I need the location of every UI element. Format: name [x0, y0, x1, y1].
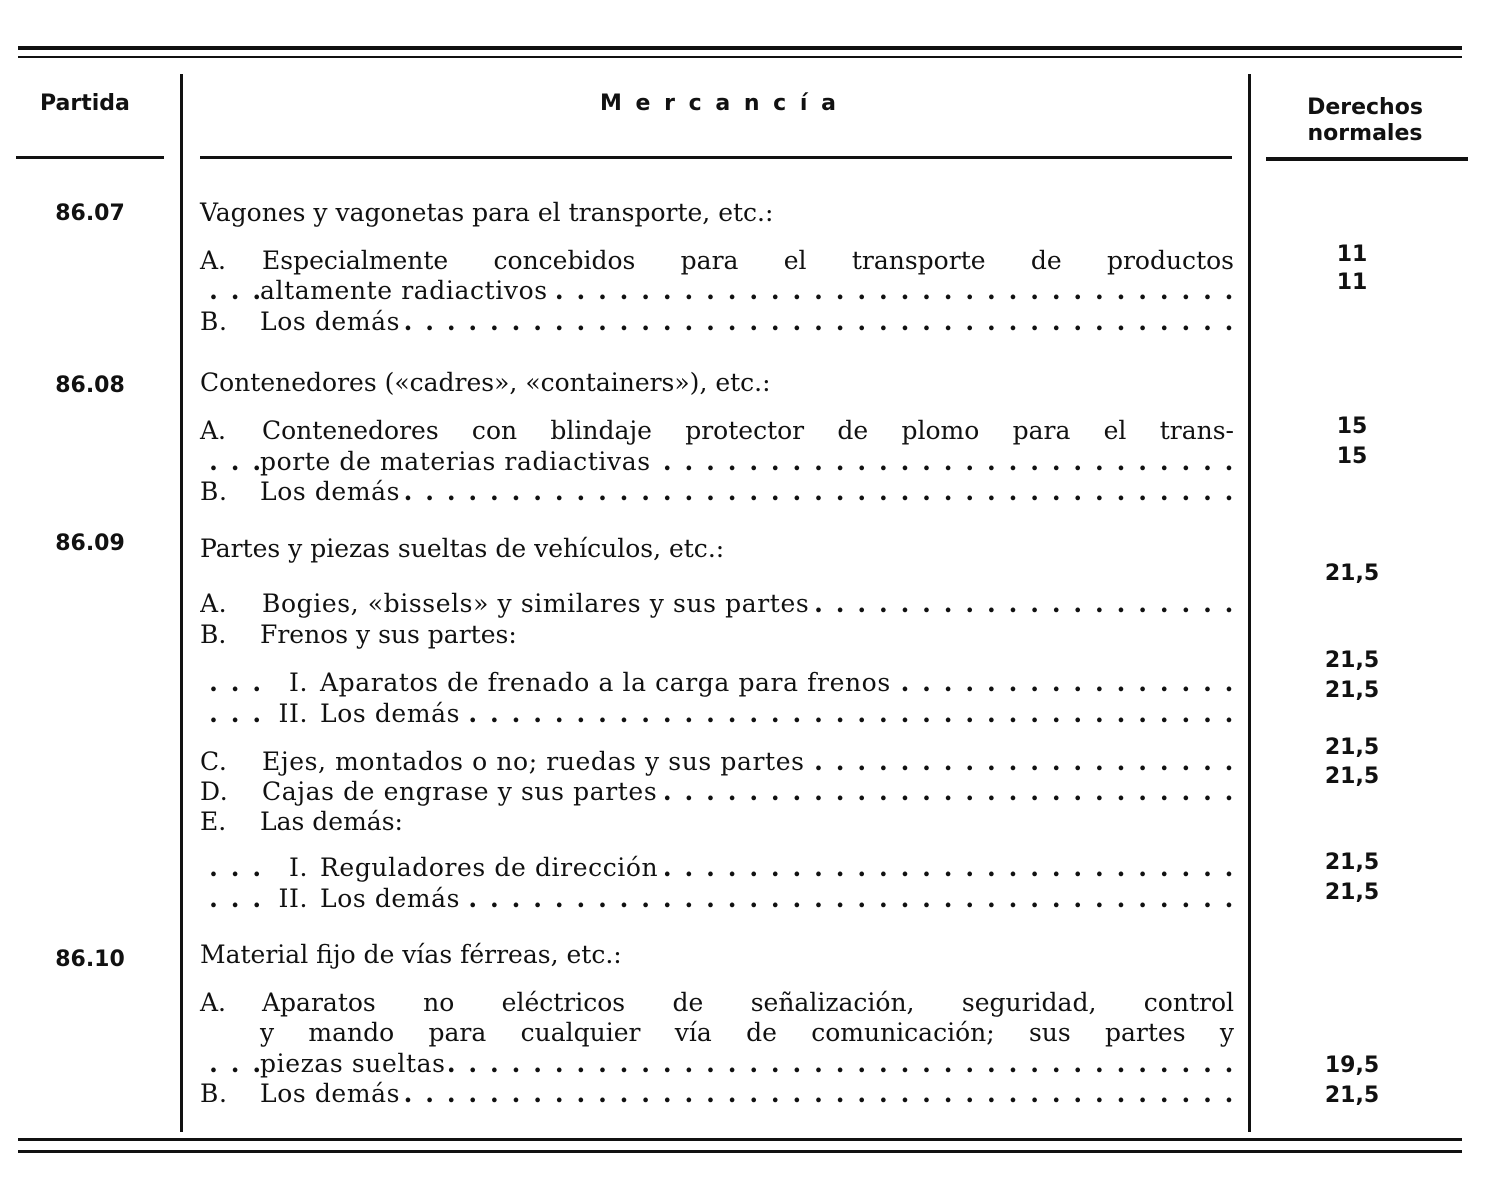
- item-86-09-d: [200, 777, 1234, 807]
- rate-86-10-a: 19,5: [1324, 1053, 1380, 1078]
- item-text: Los demás: [260, 307, 401, 336]
- rate-86-09-a: 21,5: [1324, 561, 1380, 586]
- item-numeral: II.: [278, 699, 308, 728]
- item-86-09-b: [200, 620, 517, 650]
- item-letter: A.: [200, 246, 227, 275]
- header-underline-mercancia: [200, 156, 1232, 159]
- partida-86-10: 86.10: [55, 947, 125, 972]
- rate-86-09-c: 21,5: [1324, 735, 1380, 760]
- heading-86-08: Contenedores («cadres», «containers»), etc.:: [200, 368, 771, 397]
- item-86-09-e: [200, 807, 403, 837]
- rate-86-08-a: 15: [1336, 414, 1368, 439]
- heading-86-07: Vagones y vagonetas para el transporte, etc.:: [200, 198, 774, 227]
- top-double-rule: [18, 46, 1462, 58]
- item-text: Los demás: [260, 1079, 401, 1108]
- item-86-07-b: [200, 307, 1234, 337]
- column-divider-right: [1248, 74, 1251, 1132]
- item-text: Ejes, montados o no; ruedas y sus partes: [262, 747, 805, 776]
- item-text: Frenos y sus partes:: [260, 620, 517, 649]
- item-text: piezas sueltas: [260, 1049, 446, 1078]
- item-letter: A.: [200, 988, 227, 1017]
- partida-86-09: 86.09: [55, 531, 125, 556]
- rate-86-09-e-ii: 21,5: [1324, 880, 1380, 905]
- item-86-09-e-ii: [200, 884, 1234, 914]
- item-text: Las demás:: [260, 807, 403, 836]
- rate-86-07-a: 11: [1336, 242, 1368, 267]
- item-86-10-a-line1: [200, 988, 1234, 1018]
- header-derechos-line2: normales: [1307, 121, 1423, 146]
- item-text: Especialmente concebidos para el transporte de productos: [262, 246, 1234, 275]
- item-text: Aparatos de frenado a la carga para frenos: [320, 668, 891, 697]
- item-numeral: II.: [278, 884, 308, 913]
- item-86-10-a-line3: [200, 1049, 1234, 1079]
- item-text: Los demás: [320, 884, 461, 913]
- item-text: Los demás: [260, 477, 401, 506]
- rate-86-10-b: 21,5: [1324, 1083, 1380, 1108]
- rate-86-07-b: 11: [1336, 270, 1368, 295]
- header-underline-derechos: [1266, 157, 1468, 161]
- item-86-09-b-ii: [200, 699, 1234, 729]
- item-86-07-a-line2: [200, 276, 1234, 306]
- item-86-09-b-i: [200, 668, 1234, 698]
- header-derechos-line1: Derechos: [1307, 95, 1423, 120]
- item-text: porte de materias radiactivas: [260, 447, 651, 476]
- item-86-10-a-line2: [260, 1018, 1234, 1048]
- item-letter: E.: [200, 807, 227, 836]
- header-underline-partida: [16, 156, 164, 159]
- item-letter: A.: [200, 589, 228, 618]
- rate-86-08-b: 15: [1336, 444, 1368, 469]
- bottom-double-rule: [18, 1138, 1462, 1153]
- rate-86-09-b-i: 21,5: [1324, 648, 1380, 673]
- partida-86-07: 86.07: [55, 201, 125, 226]
- rate-86-09-d: 21,5: [1324, 764, 1380, 789]
- column-divider-left: [180, 74, 183, 1132]
- header-mercancia: M e r c a n c í a: [600, 91, 839, 116]
- header-partida: Partida: [40, 91, 130, 116]
- item-text: Contenedores con blindaje protector de plomo para el trans-: [262, 416, 1234, 445]
- rate-86-09-b-ii: 21,5: [1324, 678, 1380, 703]
- item-text: Reguladores de dirección: [320, 853, 659, 882]
- item-text: Cajas de engrase y sus partes: [262, 777, 658, 806]
- item-text: Aparatos no eléctricos de señalización, seguridad, control: [262, 988, 1234, 1017]
- item-text: Los demás: [320, 699, 461, 728]
- item-letter: A.: [200, 416, 227, 445]
- item-86-09-e-i: [200, 853, 1234, 883]
- item-numeral: I.: [288, 668, 308, 697]
- item-letter: B.: [200, 307, 228, 336]
- item-letter: B.: [200, 477, 228, 506]
- partida-86-08: 86.08: [55, 373, 125, 398]
- heading-86-10: Material fijo de vías férreas, etc.:: [200, 940, 622, 969]
- item-letter: B.: [200, 1079, 228, 1108]
- item-86-09-a: [200, 589, 1234, 619]
- item-letter: D.: [200, 777, 229, 806]
- item-text: Bogies, «bissels» y similares y sus partes: [262, 589, 810, 618]
- item-text: altamente radiactivos: [260, 276, 548, 305]
- rate-86-09-e-i: 21,5: [1324, 850, 1380, 875]
- item-numeral: I.: [288, 853, 308, 882]
- item-86-08-a-line1: [200, 416, 1234, 446]
- item-text: y mando para cualquier vía de comunicación; sus partes y: [260, 1018, 1234, 1047]
- item-86-10-b: [200, 1079, 1234, 1109]
- item-86-08-a-line2: [200, 447, 1234, 477]
- item-86-08-b: [200, 477, 1234, 507]
- item-86-07-a-line1: [200, 246, 1234, 276]
- item-86-09-c: [200, 747, 1234, 777]
- item-letter: B.: [200, 620, 227, 649]
- item-letter: C.: [200, 747, 228, 776]
- heading-86-09: Partes y piezas sueltas de vehículos, etc.:: [200, 534, 725, 563]
